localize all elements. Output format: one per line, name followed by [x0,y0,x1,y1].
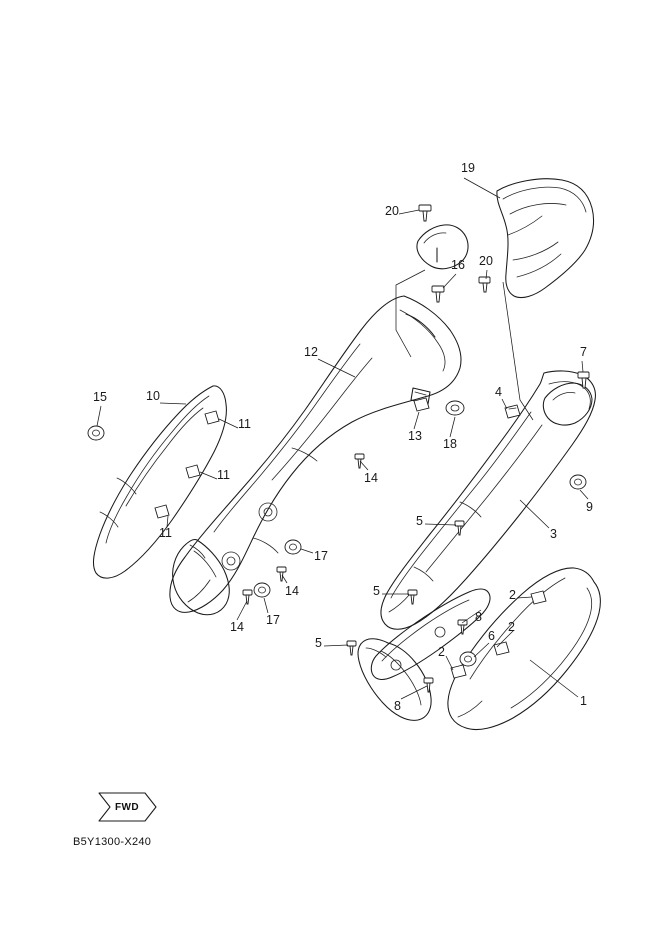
callout-8-b: 8 [394,699,401,713]
callout-17-a: 17 [314,549,328,563]
fastener-2-clip-b [494,642,509,655]
callout-11-a: 11 [238,417,251,431]
part-7-upper-bracket [543,383,592,425]
fastener-11-clip-a [205,411,219,424]
part-12-rear-side-cover-left [170,296,461,612]
callout-4: 4 [495,385,502,399]
fastener-13-clip [414,398,429,411]
callout-5-c: 5 [315,636,322,650]
fastener-7-bolt [578,372,589,388]
callout-6: 6 [488,629,495,643]
callout-3: 3 [550,527,557,541]
callout-19: 19 [461,161,475,175]
fastener-17-grommet-b [254,583,270,597]
callout-12: 12 [304,345,318,359]
fastener-8-screw-a [458,620,467,634]
diagram-code-label: B5Y1300-X240 [73,836,152,848]
callout-11-c: 11 [159,526,172,540]
callout-20-upper: 20 [385,204,399,218]
callout-2-b: 2 [508,620,515,634]
fastener-6-grommet [460,652,476,666]
fastener-15-grommet [88,426,104,440]
center-lower-rail [371,589,490,679]
callout-5-b: 5 [373,584,380,598]
fastener-9-grommet [570,475,586,489]
fastener-2-clip-c [451,665,466,678]
fastener-11-clip-c [155,505,169,518]
callout-16: 16 [451,258,465,272]
callout-2-c: 2 [438,645,445,659]
callout-10: 10 [146,389,160,403]
callout-5-a: 5 [416,514,423,528]
callout-9: 9 [586,500,593,514]
callout-13: 13 [408,429,422,443]
callout-17-b: 17 [266,613,280,627]
fastener-14-screw-c [243,590,252,604]
part-19-rear-seat-cowl [497,179,594,298]
fastener-11-clip-b [186,465,200,478]
callout-11-b: 11 [217,468,230,482]
fwd-label: FWD [115,802,139,813]
fastener-5-screw-a [455,521,464,535]
callout-15: 15 [93,390,107,404]
fastener-17-grommet-a [285,540,301,554]
callout-14-a: 14 [364,471,378,485]
fastener-5-screw-b [408,590,417,604]
fastener-20-upper [419,205,431,221]
callout-14-b: 14 [285,584,299,598]
fastener-5-screw-c [347,641,356,655]
fastener-18-grommet [446,401,464,415]
fastener-8-screw-b [424,678,433,692]
part-1-lower-tail-cowl [448,568,600,730]
fastener-20-right [479,277,490,292]
callout-7: 7 [580,345,587,359]
callout-8-a: 8 [475,610,482,624]
fasteners-group [88,205,589,692]
fastener-16-bolt [432,286,444,302]
fastener-14-screw-a [355,454,364,468]
callout-18: 18 [443,437,457,451]
callout-14-c: 14 [230,620,244,634]
part-10-tail-extension [173,539,230,614]
callout-2-a: 2 [509,588,516,602]
fastener-4-clip [505,405,520,418]
fastener-2-clip-a [531,591,546,604]
callout-20-right: 20 [479,254,493,268]
callout-1: 1 [580,694,587,708]
